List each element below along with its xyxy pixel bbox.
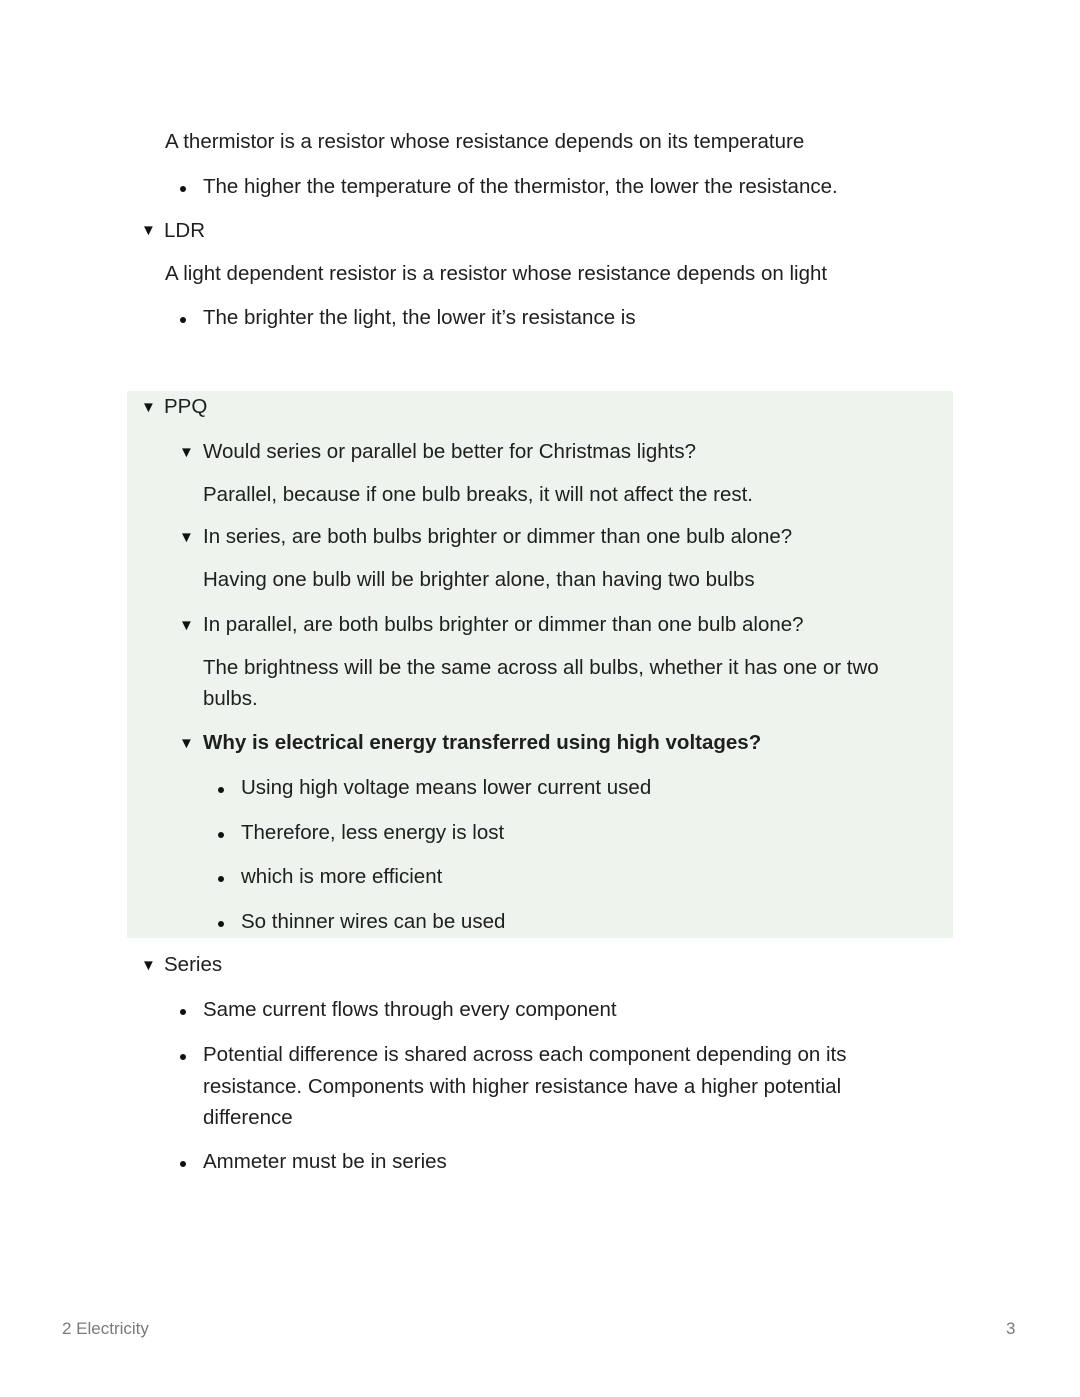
ppq-question-4: Why is electrical energy transferred using high voltages? (203, 731, 762, 754)
series-toggle-label: Series (164, 953, 223, 976)
toggle-triangle-icon[interactable]: ▼ (179, 529, 194, 546)
ppq-q4-bullet-4: So thinner wires can be used (241, 910, 506, 933)
bullet-icon (180, 186, 186, 192)
series-bullet-3: Ammeter must be in series (203, 1150, 447, 1173)
bullet-icon (218, 832, 224, 838)
ppq-q4-bullet-3: which is more efficient (241, 865, 443, 888)
ppq-question-2: In series, are both bulbs brighter or dimmer than one bulb alone? (203, 525, 793, 548)
bullet-icon (218, 921, 224, 927)
ppq-q4-bullet-1: Using high voltage means lower current used (241, 776, 652, 799)
bullet-icon (218, 876, 224, 882)
ppq-answer-3-line-2: bulbs. (203, 687, 258, 710)
thermistor-bullet: The higher the temperature of the thermistor, the lower the resistance. (203, 175, 838, 198)
footer-page-number: 3 (1006, 1319, 1016, 1338)
toggle-triangle-icon[interactable]: ▼ (141, 222, 156, 239)
ppq-answer-1: Parallel, because if one bulb breaks, it will not affect the rest. (203, 483, 754, 506)
ppq-answer-2: Having one bulb will be brighter alone, than having two bulbs (203, 568, 755, 591)
ppq-q4-bullet-2: Therefore, less energy is lost (241, 821, 505, 844)
ppq-answer-3-line-1: The brightness will be the same across all bulbs, whether it has one or two (203, 656, 879, 679)
ppq-question-3: In parallel, are both bulbs brighter or dimmer than one bulb alone? (203, 613, 804, 636)
series-bullet-2-line-1: Potential difference is shared across each component depending on its (203, 1043, 847, 1066)
thermistor-definition: A thermistor is a resistor whose resistance depends on its temperature (165, 130, 805, 153)
toggle-triangle-icon[interactable]: ▼ (179, 735, 194, 752)
ldr-definition: A light dependent resistor is a resistor whose resistance depends on light (165, 262, 828, 285)
toggle-triangle-icon[interactable]: ▼ (179, 444, 194, 461)
series-bullet-2-line-3: difference (203, 1106, 293, 1129)
bullet-icon (180, 317, 186, 323)
bullet-icon (180, 1161, 186, 1167)
bullet-icon (180, 1054, 186, 1060)
footer-section-title: 2 Electricity (62, 1319, 149, 1338)
toggle-triangle-icon[interactable]: ▼ (141, 399, 156, 416)
bullet-icon (180, 1009, 186, 1015)
ppq-toggle-label: PPQ (164, 395, 208, 418)
ldr-bullet: The brighter the light, the lower it’s resistance is (203, 306, 636, 329)
ppq-question-1: Would series or parallel be better for Christmas lights? (203, 440, 696, 463)
series-bullet-1: Same current flows through every component (203, 998, 617, 1021)
toggle-triangle-icon[interactable]: ▼ (179, 617, 194, 634)
bullet-icon (218, 787, 224, 793)
ldr-toggle-label: LDR (164, 219, 206, 242)
toggle-triangle-icon[interactable]: ▼ (141, 957, 156, 974)
series-bullet-2-line-2: resistance. Components with higher resistance have a higher potential (203, 1075, 842, 1098)
